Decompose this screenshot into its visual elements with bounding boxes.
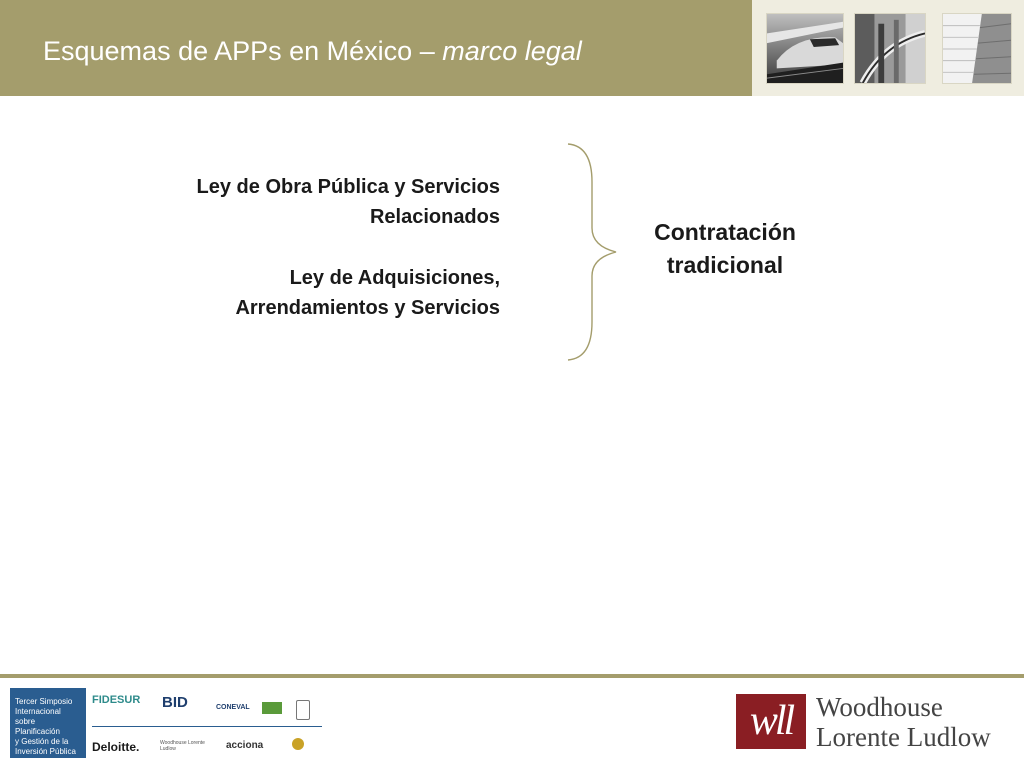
footer-divider (0, 674, 1024, 678)
result-line1: Contratación (654, 219, 796, 245)
symposium-line5: Inversión Pública (15, 747, 76, 756)
wll-mark: wll (736, 694, 806, 749)
monorail-photo (854, 13, 926, 84)
result-line2: tradicional (666, 252, 784, 278)
company-logo (734, 692, 1018, 754)
law-1-line1: Ley de Obra Pública y Servicios (196, 176, 500, 198)
symposium-line2: Internacional (15, 707, 61, 716)
sponsor-divider (92, 726, 322, 727)
symposium-line1: Tercer Simposio (15, 697, 73, 706)
symposium-line3: sobre Planificación (15, 717, 60, 736)
law-2-line1: Ley de Adquisiciones, (289, 267, 500, 289)
laws-list (140, 172, 500, 323)
title-bar (0, 0, 752, 96)
symposium-line4: y Gestión de la (15, 737, 69, 746)
law-obra-publica (140, 172, 500, 232)
company-name (816, 692, 991, 752)
slide-title (43, 34, 582, 68)
contracting-type (620, 216, 830, 282)
symposium-logo (10, 688, 86, 758)
fidesur-logo: FIDESUR (92, 694, 141, 706)
company-name-line2: Lorente Ludlow (816, 722, 991, 752)
green-sponsor-logo (262, 702, 282, 714)
shield-sponsor-logo (296, 700, 310, 720)
woodhouse-small-logo: Woodhouse Lorente Ludlow (160, 740, 205, 752)
company-name-line1: Woodhouse (816, 692, 943, 722)
title-emphasis: marco legal (442, 36, 582, 66)
law-adquisiciones (140, 263, 500, 323)
header-photo-strip (752, 0, 1024, 96)
right-curly-brace (560, 142, 624, 362)
deloitte-logo: Deloitte. (92, 740, 140, 754)
seal-sponsor-logo (292, 738, 304, 750)
law-1-line2: Relacionados (369, 206, 500, 228)
coneval-logo: CONEVAL (216, 704, 250, 711)
bid-logo: BID (162, 694, 188, 711)
law-2-line2: Arrendamientos y Servicios (235, 297, 500, 319)
train-photo (766, 13, 844, 84)
acciona-logo: acciona (226, 740, 264, 751)
sponsor-logos-panel (10, 688, 322, 760)
building-photo (942, 13, 1012, 84)
title-main: Esquemas de APPs en México – (43, 36, 443, 66)
